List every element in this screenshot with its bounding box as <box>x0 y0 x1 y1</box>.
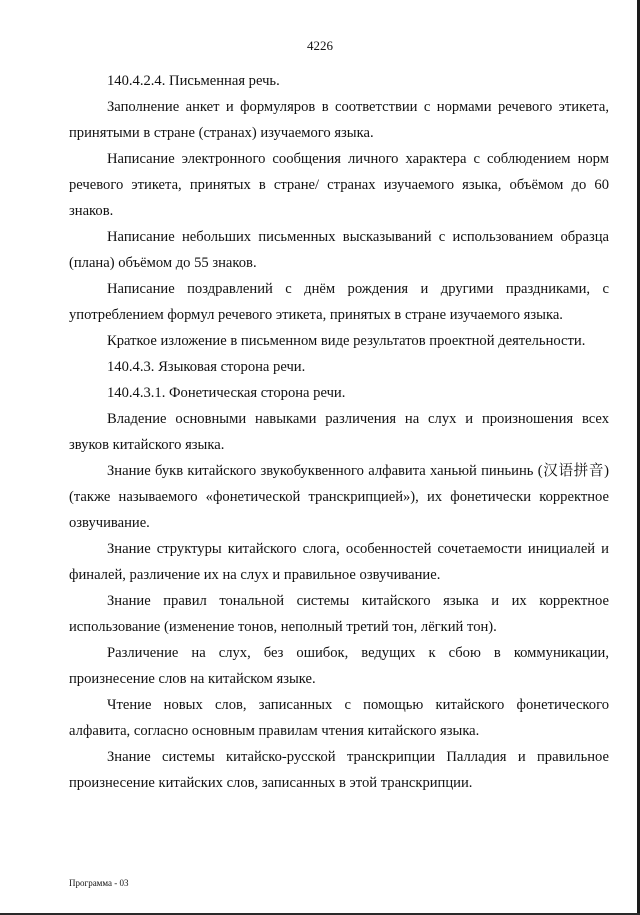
paragraph: Заполнение анкет и формуляров в соответствии с нормами речевого этикета, принятыми в стране (странах) изучаемого языка. <box>69 99 609 141</box>
paragraph: Знание правил тональной системы китайского языка и их корректное использование (изменение тонов, неполный третий тон, лёгкий тон). <box>69 593 609 635</box>
paragraph: Написание небольших письменных высказываний с использованием образца (плана) объёмом до 55 знаков. <box>69 229 609 271</box>
footer-program-label: Программа - 03 <box>69 878 129 888</box>
paragraph: Знание букв китайского звукобуквенного алфавита ханьюй пиньинь (汉语拼音) (также называемого «фонетической транскрипцией»), их фонетически корректное озвучивание. <box>69 463 609 531</box>
paragraph: Знание системы китайско-русской транскрипции Палладия и правильное произнесение китайских слов, записанных в этой транскрипции. <box>69 749 609 791</box>
page-number: 4226 <box>307 38 333 53</box>
document-body <box>69 68 609 796</box>
paragraph-heading-phonetics: 140.4.3.1. Фонетическая сторона речи. <box>107 385 346 401</box>
paragraph: Чтение новых слов, записанных с помощью китайского фонетического алфавита, согласно основным правилам чтения китайского языка. <box>69 697 609 739</box>
paragraph: Владение основными навыками различения на слух и произношения всех звуков китайского языка. <box>69 411 609 453</box>
paragraph-heading-language: 140.4.3. Языковая сторона речи. <box>107 359 306 375</box>
paragraph: Краткое изложение в письменном виде результатов проектной деятельности. <box>107 333 586 349</box>
paragraph: Различение на слух, без ошибок, ведущих к сбою в коммуникации, произнесение слов на китайском языке. <box>69 645 609 687</box>
paragraph: Написание поздравлений с днём рождения и другими праздниками, с употреблением формул речевого этикета, принятых в стране изучаемого языка. <box>69 281 609 323</box>
paragraph: Написание электронного сообщения личного характера с соблюдением норм речевого этикета, принятых в стране/ странах изучаемого языка, объёмом до 60 знаков. <box>69 151 609 219</box>
paragraph: Знание структуры китайского слога, особенностей сочетаемости инициалей и финалей, различение их на слух и правильное озвучивание. <box>69 541 609 583</box>
paragraph-heading-writing: 140.4.2.4. Письменная речь. <box>107 73 280 89</box>
